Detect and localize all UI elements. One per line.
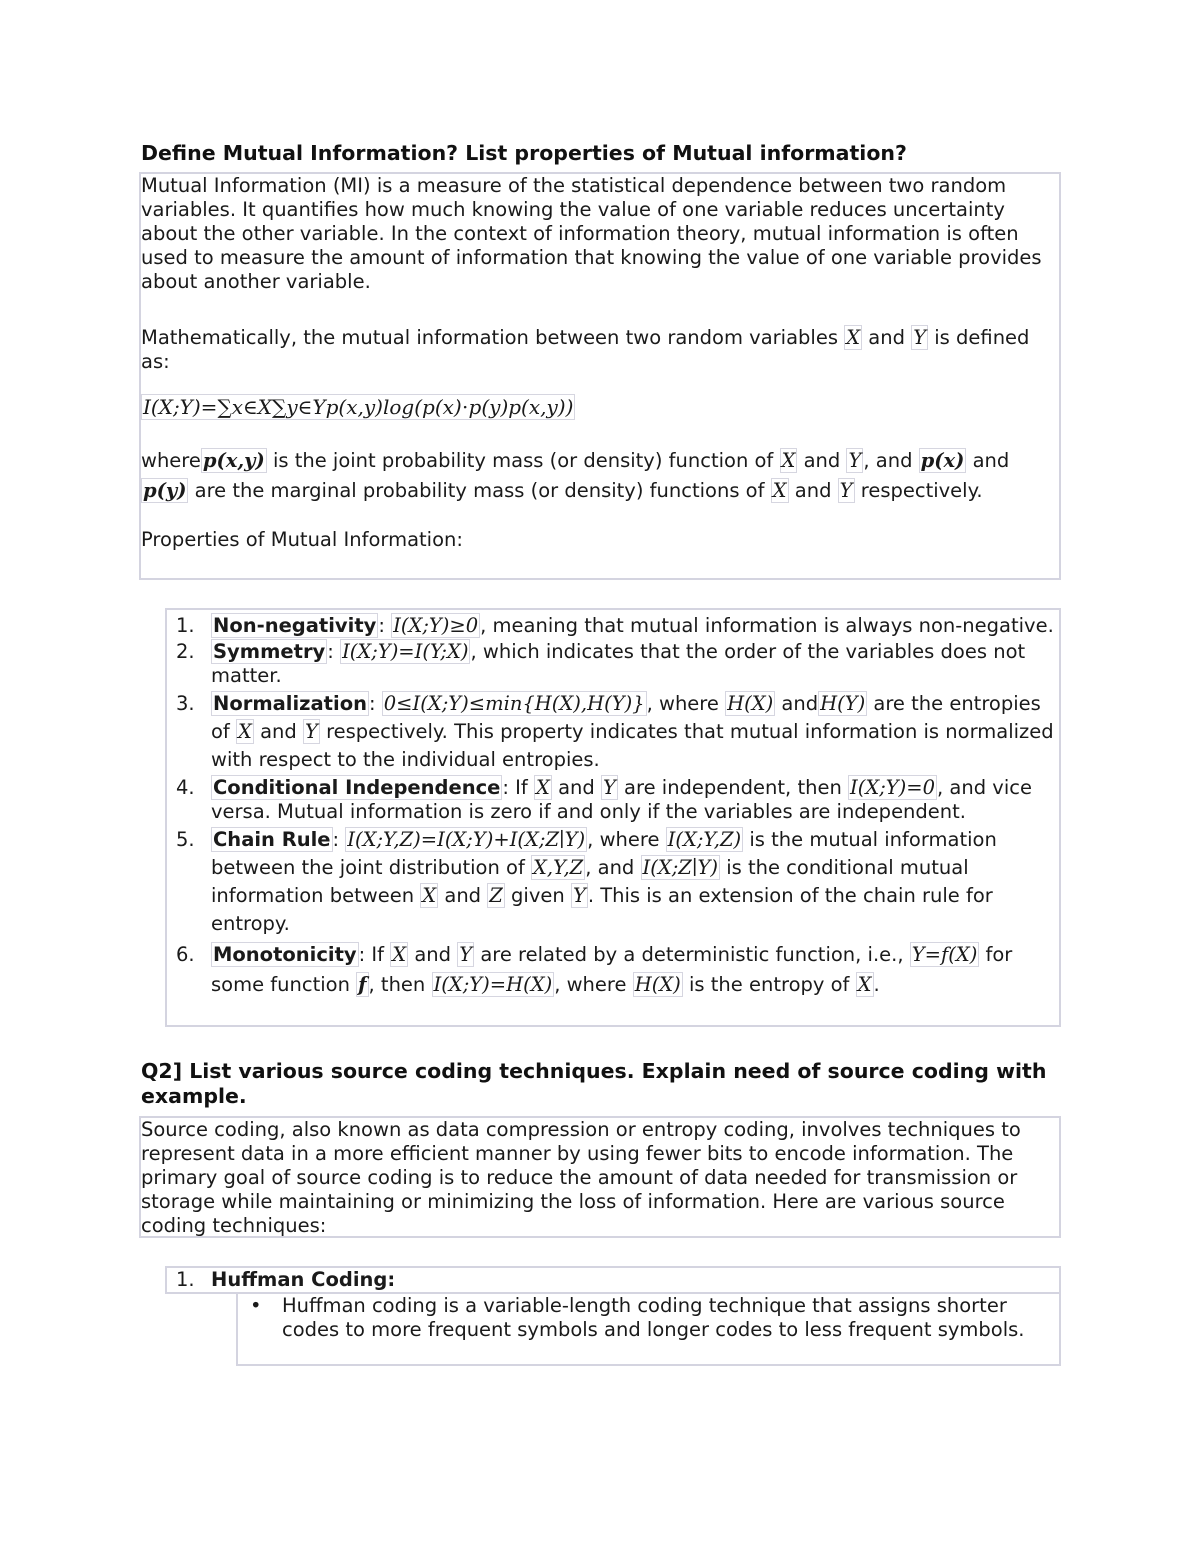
technique-bullets-box [236, 1292, 1061, 1366]
list-item: 3. Normalization : 0≤I(X;Y)≤min{H(X),H(Y)} , where H(X) and H(Y) are the entropies of X and Y respectively. This property indicates that mutual information is normalized with respect to the individual entropies. [176, 692, 1054, 771]
q1-where: where p(x,y) is the joint probability mass (or density) function of X and Y , and p(x) and p(y) are the marginal probability mass (or density) functions of X and Y respectively. [141, 449, 1010, 502]
list-item: 1. Huffman Coding: [176, 1268, 396, 1291]
q2-heading: Q2] List various source coding techniques. Explain need of source coding with example. [141, 1059, 1047, 1108]
q1-formula: I(X;Y)=∑x∈X∑y∈Yp(x,y)log(p(x)⋅p(y)p(x,y)) [143, 395, 574, 419]
technique-name: Huffman Coding: [211, 1268, 396, 1291]
q1-props-label: Properties of Mutual Information: [141, 528, 463, 551]
var-x: X [846, 326, 861, 349]
list-item: 4. Conditional Independence : If X and Y are independent, then I(X;Y)=0 , and vice versa. Mutual information is zero if and only if the variables are independent. [176, 776, 1032, 823]
list-item: 1. Non-negativity : I(X;Y)≥0 , meaning that mutual information is always non-negative. [176, 614, 1054, 637]
technique-item-box [165, 1266, 1061, 1294]
bullet-icon: • [250, 1294, 262, 1317]
properties-list [167, 614, 1059, 1000]
list-item: 5. Chain Rule : I(X;Y,Z)=I(X;Y)+I(X;Z∣Y) , where I(X;Y,Z) is the mutual information between the joint distribution of X,Y,Z , and I(X;Z∣Y) is the conditional mutual information between X and Z given Y . This is an extension of the chain rule for entropy. [176, 828, 997, 935]
q2-intro: Source coding, also known as data compression or entropy coding, involves techniques to represent data in a more efficient manner by using fewer bits to encode information. The primary goal of source coding is to reduce the amount of data needed for transmission or storage while maintaining or minimizing the loss of information. Here are various source coding techniques: [141, 1118, 1021, 1237]
list-item: 2. Symmetry : I(X;Y)=I(Y;X) , which indicates that the order of the variables does not matter. [176, 640, 1026, 687]
q1-intro: Mutual Information (MI) is a measure of the statistical dependence between two random variables. It quantifies how much knowing the value of one variable reduces uncertainty about the other variable. In the context of information theory, mutual information is often used to measure the amount of information that knowing the value of one variable provides about another variable. [141, 174, 1042, 293]
q1-heading: Define Mutual Information? List properties of Mutual information? [141, 141, 907, 165]
q1-properties-box [165, 608, 1061, 1027]
list-item: 6. Monotonicity : If X and Y are related by a deterministic function, i.e., Y=f(X) for some function f , then I(X;Y)=H(X) , where H(X) is the entropy of X . [176, 943, 1013, 996]
q2-answer-box [139, 1116, 1061, 1238]
list-item: • Huffman coding is a variable-length coding technique that assigns shorter codes to more frequent symbols and longer codes to less frequent symbols. [250, 1294, 1025, 1341]
var-y: Y [913, 326, 927, 349]
q1-math-intro: Mathematically, the mutual information between two random variables X and Y is defined as: [141, 326, 1030, 373]
q1-answer-box [139, 172, 1061, 580]
